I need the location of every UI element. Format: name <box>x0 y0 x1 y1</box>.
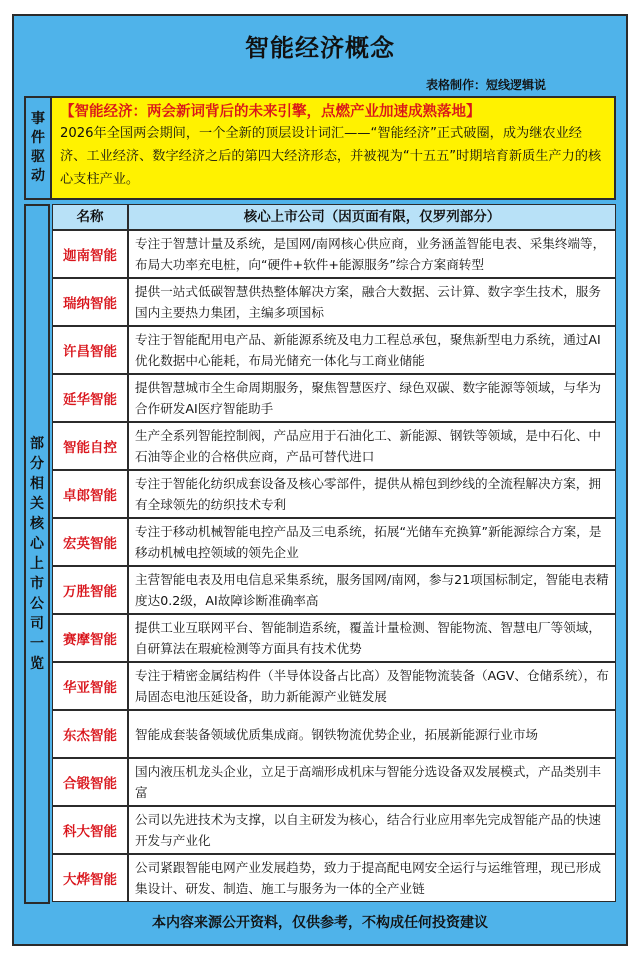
company-name: 许昌智能 <box>52 326 128 374</box>
company-desc-text: 公司紧跟智能电网产业发展趋势，致力于提高配电网安全运行与运维管理，现已形成集设计、研发、制造、施工与服务为一体的全产业链 <box>135 860 601 896</box>
table-row <box>52 806 616 854</box>
company-desc-text: 提供智慧城市全生命周期服务，聚焦智慧医疗、绿色双碳、数字能源等领域，与华为合作研发AI医疗智能助手 <box>135 380 601 416</box>
company-desc <box>128 374 616 422</box>
side-char: 心 <box>30 536 44 552</box>
company-name: 华亚智能 <box>52 662 128 710</box>
company-desc-text: 生产全系列智能控制阀，产品应用于石油化工、新能源、钢铁等领域，是中石化、中石油等企业的合格供应商，产品可替代进口 <box>135 428 601 464</box>
title-block <box>24 24 616 92</box>
event-side-char: 事 <box>31 111 45 127</box>
company-name: 科大智能 <box>52 806 128 854</box>
side-char: 览 <box>30 656 44 672</box>
company-desc <box>128 278 616 326</box>
side-char: 核 <box>30 516 44 532</box>
side-char: 上 <box>30 556 44 572</box>
author-credit: 表格制作：短线逻辑说 <box>425 78 546 92</box>
company-desc <box>128 758 616 806</box>
event-headline: 【智能经济：两会新词背后的未来引擎，点燃产业加速成熟落地】 <box>60 104 481 120</box>
company-desc <box>128 662 616 710</box>
concept-sheet <box>12 14 628 946</box>
company-desc-text: 提供一站式低碳智慧供热整体解决方案，融合大数据、云计算、数字孪生技术，服务国内主要热力集团，主编多项国标 <box>135 284 601 320</box>
table-row <box>52 326 616 374</box>
company-desc <box>128 566 616 614</box>
company-desc <box>128 614 616 662</box>
company-desc-text: 主营智能电表及用电信息采集系统，服务国网/南网，参与21项国标制定，智能电表精度达0.2级，AI故障诊断准确率高 <box>135 572 609 608</box>
table-row <box>52 278 616 326</box>
side-char: 部 <box>30 436 44 452</box>
company-desc <box>128 806 616 854</box>
company-desc-text: 专注于智慧计量及系统，是国网/南网核心供应商，业务涵盖智能电表、采集终端等，布局大功率充电桩，向“硬件+软件+能源服务”综合方案商转型 <box>135 236 606 272</box>
side-char: 司 <box>30 616 44 632</box>
event-text: 2026年全国两会期间，一个全新的顶层设计词汇——“智能经济”正式破圈，成为继农业经济、工业经济、数字经济之后的第四大经济形态，并被视为“十五五”时期培育新质生产力的核心支柱产业。 <box>60 126 602 187</box>
side-char: 相 <box>30 476 44 492</box>
company-desc <box>128 422 616 470</box>
company-desc <box>128 854 616 902</box>
company-desc-text: 智能成套装备领域优质集成商。钢铁物流优势企业，拓展新能源行业市场 <box>135 726 538 742</box>
company-desc-text: 专注于智能配用电产品、新能源系统及电力工程总承包，聚焦新型电力系统，通过AI优化数据中心能耗，布局光储充一体化与工商业储能 <box>135 332 601 368</box>
company-desc <box>128 326 616 374</box>
company-name: 卓郎智能 <box>52 470 128 518</box>
side-char: 公 <box>30 596 44 612</box>
company-desc-text: 专注于移动机械智能电控产品及三电系统，拓展“光储车充换算”新能源综合方案，是移动机械电控领域的领先企业 <box>135 524 602 560</box>
company-name: 合锻智能 <box>52 758 128 806</box>
company-name: 智能自控 <box>52 422 128 470</box>
side-char: 市 <box>30 576 44 592</box>
page-title: 智能经济概念 <box>245 34 395 62</box>
table-row <box>52 662 616 710</box>
table-row <box>52 470 616 518</box>
company-desc-text: 公司以先进技术为支撑，以自主研发为核心，结合行业应用率先完成智能产品的快速开发与产业化 <box>135 812 601 848</box>
table-row <box>52 374 616 422</box>
company-name: 迦南智能 <box>52 230 128 278</box>
table-row <box>52 422 616 470</box>
table-header <box>52 204 616 230</box>
table-row <box>52 758 616 806</box>
event-side-char: 动 <box>31 168 45 184</box>
company-name: 大烨智能 <box>52 854 128 902</box>
company-desc-text: 专注于智能化纺织成套设备及核心零部件，提供从棉包到纱线的全流程解决方案，拥有全球领先的纺织技术专利 <box>135 476 601 512</box>
side-char: 关 <box>30 496 44 512</box>
event-driver-section <box>24 96 616 200</box>
header-desc: 核心上市公司（因页面有限，仅罗列部分） <box>128 204 616 230</box>
company-desc <box>128 470 616 518</box>
table-row <box>52 854 616 902</box>
company-name: 宏英智能 <box>52 518 128 566</box>
disclaimer: 本内容来源公开资料，仅供参考，不构成任何投资建议 <box>152 915 488 931</box>
company-desc <box>128 230 616 278</box>
table-row <box>52 710 616 758</box>
header-name: 名称 <box>52 204 128 230</box>
event-side-char: 驱 <box>31 149 45 165</box>
event-side-char: 件 <box>31 130 45 146</box>
company-section <box>24 204 616 904</box>
side-char: 一 <box>30 636 44 652</box>
company-desc-text: 提供工业互联网平台、智能制造系统，覆盖计量检测、智能物流、智慧电厂等领域，自研算法在瑕疵检测等方面具有技术优势 <box>135 620 601 656</box>
company-desc <box>128 518 616 566</box>
side-char: 分 <box>30 456 44 472</box>
table-row <box>52 230 616 278</box>
table-row <box>52 518 616 566</box>
company-side-label <box>24 204 50 904</box>
table-row <box>52 614 616 662</box>
company-desc <box>128 710 616 758</box>
company-desc-text: 专注于精密金属结构件（半导体设备占比高）及智能物流装备（AGV、仓储系统），布局固态电池压延设备，助力新能源产业链发展 <box>135 668 609 704</box>
company-table <box>52 204 616 902</box>
company-name: 万胜智能 <box>52 566 128 614</box>
event-body <box>52 98 614 198</box>
table-row <box>52 566 616 614</box>
company-desc-text: 国内液压机龙头企业，立足于高端形成机床与智能分选设备双发展模式，产品类别丰富 <box>135 764 601 800</box>
company-name: 瑞纳智能 <box>52 278 128 326</box>
company-name: 东杰智能 <box>52 710 128 758</box>
company-name: 延华智能 <box>52 374 128 422</box>
company-name: 赛摩智能 <box>52 614 128 662</box>
event-side-label <box>26 98 52 198</box>
